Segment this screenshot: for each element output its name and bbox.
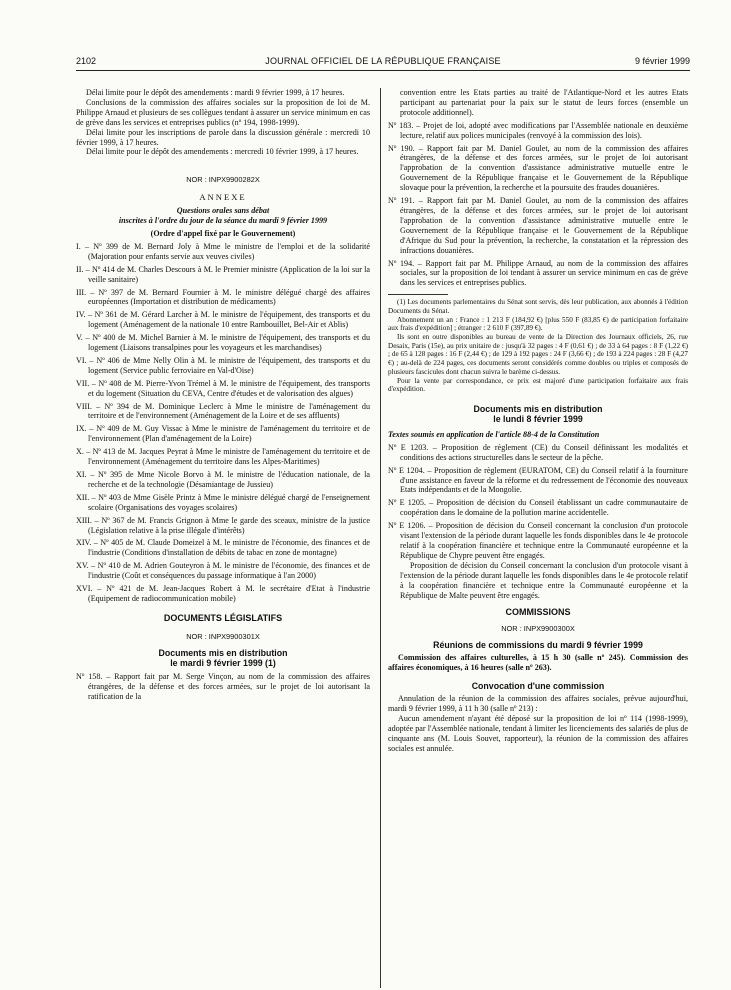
list-item: II. – Nº 414 de M. Charles Descours à M. le Premier ministre (Application de la loi sur la veille sanitaire) bbox=[76, 264, 370, 284]
journal-title: JOURNAL OFFICIEL DE LA RÉPUBLIQUE FRANÇAISE bbox=[265, 56, 501, 66]
list-item: XVI. – Nº 421 de M. Jean-Jacques Robert à M. le secrétaire d'Etat à l'industrie (Equipement de radiocommunication mobile) bbox=[76, 584, 370, 603]
subsection-subtitle: le mardi 9 février 1999 (1) bbox=[170, 657, 276, 668]
list-item: IV. – Nº 361 de M. Gérard Larcher à M. le ministre de l'équipement, des transports et du logement (Aménagement de la nationale 10 entre Rambouillet, Bel-Air et Ablis) bbox=[76, 310, 370, 330]
list-item: Nº E 1204. – Proposition de règlement (EURATOM, CE) du Conseil relatif à la fourniture d'une assistance en faveur de la réforme et du redressement de l'économie des nouveaux Etats indépendants et de la Mongolie. bbox=[388, 465, 688, 495]
list-item: XV. – Nº 410 de M. Adrien Gouteyron à M. le ministre de l'économie, des finances et de l'industrie (Coût et conséquences du passage informatique à l'an 2000) bbox=[76, 561, 370, 581]
list-item: Nº E 1206. – Proposition de décision du Conseil concernant la conclusion d'un protocole visant l'extension de la période durant laquelle les fonds disponibles dans le 4e protocole relatif à la coopération financière et technique entre la Communauté européenne et la République de Chypre peuvent être engagés. bbox=[388, 521, 688, 560]
list-item: Nº 190. – Rapport fait par M. Daniel Goulet, au nom de la commission des affaires étrangères, de la défense et des forces armées, sur le projet de loi autorisant l'approbation de la convention d'assistance administrative mutuelle entre le Gouvernement de la République française et le Gouvernement de la République slovaque pour la prévention, la recherche et la poursuite des fraudes douanières. bbox=[388, 143, 688, 193]
list-item: Nº 194. – Rapport fait par M. Philippe Arnaud, au nom de la commission des affaires sociales, sur la proposition de loi tendant à assurer un service minimum en cas de grève dans les services et entreprises publics. bbox=[388, 258, 688, 288]
footnote-paragraph: Ils sont en outre disponibles au bureau de vente de la Direction des Journaux officiels, 26, rue Desaix, Paris (15e), au prix unitaire de : jusqu'à 32 pages : 4 F (0,61 €) ; de 33 à 64 pages : 8 F (1,22 €) ; de 65 à 128 pages : 16 F (2,44 €) ; de 129 à 192 pages : 24 F (3,66 €) ; de 193 à 224 pages : 28 F (4,27 €) ; au-delà de 224 pages, ces documents seront considérés comme doubles ou triples et composés de plusieurs fascicules dont chacun suivra le barème ci-dessus. bbox=[388, 333, 688, 376]
questions-subtitle: inscrites à l'ordre du jour de la séance du mardi 9 février 1999 bbox=[118, 216, 328, 226]
list-item: I. – Nº 399 de M. Bernard Joly à Mme le ministre de l'emploi et de la solidarité (Majoration pour enfants servie aux veuves civiles) bbox=[76, 241, 370, 261]
left-column bbox=[76, 88, 370, 704]
subsection-title: Convocation d'une commission bbox=[471, 681, 605, 692]
list-item: X. – Nº 413 de M. Jacques Peyrat à Mme le ministre de l'aménagement du territoire et de l'environnement (Aménagement du territoire dans les Alpes-Maritimes) bbox=[76, 447, 370, 467]
list-item: Nº 158. – Rapport fait par M. Serge Vinçon, au nom de la commission des affaires étrangères, de la défense et des forces armées, sur le projet de loi autorisant la ratification de la bbox=[76, 671, 370, 701]
list-item: XIV. – Nº 405 de M. Claude Domeizel à M. le ministre de l'économie, des finances et de l'industrie (Conditions d'installation de débits de tabac en zone de montagne) bbox=[76, 538, 370, 558]
annexe-title: ANNEXE bbox=[199, 192, 247, 203]
column-divider bbox=[380, 88, 381, 988]
subsection-title: Documents mis en distribution bbox=[473, 403, 603, 414]
convocation-paragraph: Aucun amendement n'ayant été déposé sur la proposition de loi nº 114 (1998-1999), adoptée par l'Assemblée nationale, tendant à limiter les licenciements des salariés de plus de cinquante ans (M. Louis Souvet, rapporteur), la réunion de la commission des affaires sociales est annulée. bbox=[388, 713, 688, 753]
subsection-title: Documents mis en distribution bbox=[158, 647, 288, 658]
ordre-appel: (Ordre d'appel fixé par le Gouvernement) bbox=[150, 228, 296, 238]
list-item: VI. – Nº 406 de Mme Nelly Olin à M. le ministre de l'équipement, des transports et du logement (Service public ferroviaire en Val-d'Oise) bbox=[76, 355, 370, 375]
intro-paragraph: Délai limite pour les inscriptions de parole dans la discussion générale : mercredi 10 février 1999, à 17 heures. bbox=[76, 127, 370, 147]
questions-title: Questions orales sans débat bbox=[176, 206, 270, 216]
right-column bbox=[388, 88, 688, 754]
page-header bbox=[76, 56, 690, 70]
page-number: 2102 bbox=[76, 56, 97, 66]
list-item: XIII. – Nº 367 de M. Francis Grignon à Mme le garde des sceaux, ministre de la justice (Législation relative à la prise illégale d'intérêts) bbox=[76, 515, 370, 535]
nor-reference: NOR : INPX9900300X bbox=[501, 624, 575, 634]
intro-paragraph: Délai limite pour le dépôt des amendements : mercredi 10 février 1999, à 17 heures. bbox=[86, 147, 359, 157]
list-item: VIII. – Nº 394 de M. Dominique Leclerc à Mme le ministre de l'aménagement du territoire et de l'environnement (Aménagement de la Loire et de ses affluents) bbox=[76, 401, 370, 421]
footnote bbox=[388, 298, 688, 394]
section-title-commissions: COMMISSIONS bbox=[505, 607, 571, 618]
list-item: Nº 183. – Projet de loi, adopté avec modifications par l'Assemblée nationale en deuxième lecture, relatif aux polices municipales (renvoyé à la commission des lois). bbox=[388, 120, 688, 140]
list-item: Nº E 1205. – Proposition de décision du Conseil établissant un cadre communautaire de coopération dans le domaine de la pollution marine accidentelle. bbox=[388, 498, 688, 518]
list-item: VII. – Nº 408 de M. Pierre-Yvon Trémel à M. le ministre de l'équipement, des transports et du logement (Situation du CEVA, Centre d'études et de valorisation des algues) bbox=[76, 378, 370, 398]
footnote-paragraph: (1) Les documents parlementaires du Sénat sont servis, dès leur publication, aux abonnés à l'édition Documents du Sénat. bbox=[388, 298, 688, 315]
subsection-subtitle: le lundi 8 février 1999 bbox=[493, 413, 583, 424]
reunions-text: Commission des affaires culturelles, à 15 h 30 (salle nº 245). Commission des affaires économiques, à 16 heures (salle nº 263). bbox=[388, 653, 688, 673]
nor-reference: NOR : INPX9900301X bbox=[186, 631, 260, 641]
list-item-continuation: convention entre les Etats parties au traité de l'Atlantique-Nord et les autres Etats participant au partenariat pour la paix sur le statut de leurs forces (ensemble un protocole additionnel). bbox=[400, 88, 688, 117]
subsection-title: Réunions de commissions du mardi 9 février 1999 bbox=[433, 640, 643, 651]
list-item: III. – Nº 397 de M. Bernard Fournier à M. le ministre délégué chargé des affaires européennes (Importation et distribution de médicaments) bbox=[76, 287, 370, 307]
header-rule bbox=[76, 70, 690, 71]
nor-reference: NOR : INPX9900282X bbox=[186, 175, 260, 185]
intro-block bbox=[76, 88, 370, 157]
list-item-continuation: Proposition de décision du Conseil concernant la conclusion d'un protocole visant à l'extension de la période durant laquelle les fonds disponibles dans le 4e protocole relatif à la coopération financière et technique entre la Communauté européenne et la République de Malte peuvent être engagés. bbox=[400, 560, 688, 600]
textes-title: Textes soumis en application de l'article 88-4 de la Constitution bbox=[388, 429, 600, 439]
list-item: XII. – Nº 403 de Mme Gisèle Printz à Mme le ministre délégué chargé de l'enseignement scolaire (Organisations des voyages scolaires) bbox=[76, 492, 370, 512]
list-item: V. – Nº 400 de M. Michel Barnier à M. le ministre de l'équipement, des transports et du logement (Liaisons transalpines pour les voyageurs et les marchandises) bbox=[76, 333, 370, 353]
footnote-rule bbox=[388, 294, 448, 295]
footnote-paragraph: Pour la vente par correspondance, ce prix est majoré d'une participation forfaitaire aux frais d'expédition. bbox=[388, 376, 688, 394]
footnote-paragraph: Abonnement un an : France : 1 213 F (184,92 €) [plus 550 F (83,85 €) de participation forfaitaire aux frais d'expédition] ; étranger : 2 610 F (397,89 €). bbox=[388, 315, 688, 333]
list-item: IX. – Nº 409 de M. Guy Vissac à Mme le ministre de l'aménagement du territoire et de l'environnement (Plan d'aménagement de la Loire) bbox=[76, 424, 370, 444]
list-item: XI. – Nº 395 de Mme Nicole Borvo à M. le ministre de l'éducation nationale, de la recherche et de la technologie (Désamiantage de Jussieu) bbox=[76, 470, 370, 489]
list-item: Nº E 1203. – Proposition de règlement (CE) du Conseil définissant les modalités et conditions des actions structurelles dans le secteur de la pêche. bbox=[388, 442, 688, 462]
questions-list bbox=[76, 242, 370, 604]
list-item: Nº 191. – Rapport fait par M. Daniel Goulet, au nom de la commission des affaires étrangères, de la défense et des forces armées, sur le projet de loi autorisant l'approbation de la convention d'assistance administrative mutuelle entre le Gouvernement de la République française et le Gouvernement de la République d'Afrique du Sud pour la prévention, la recherche, la constatation et la répression des infractions douanières. bbox=[388, 196, 688, 255]
issue-date: 9 février 1999 bbox=[634, 56, 690, 66]
intro-paragraph: Conclusions de la commission des affaires sociales sur la proposition de loi de M. Philippe Arnaud et plusieurs de ses collègues tendant à assurer un service minimum en cas de grève dans les services et entreprises publics (nº 194, 1998-1999). bbox=[76, 97, 370, 127]
intro-paragraph: Délai limite pour le dépôt des amendements : mardi 9 février 1999, à 17 heures. bbox=[86, 88, 345, 97]
section-title-documents-legislatifs: DOCUMENTS LÉGISLATIFS bbox=[163, 612, 283, 623]
convocation-paragraph: Annulation de la réunion de la commission des affaires sociales, prévue aujourd'hui, mardi 9 février 1999, à 11 h 30 (salle nº 213) : bbox=[388, 694, 688, 713]
